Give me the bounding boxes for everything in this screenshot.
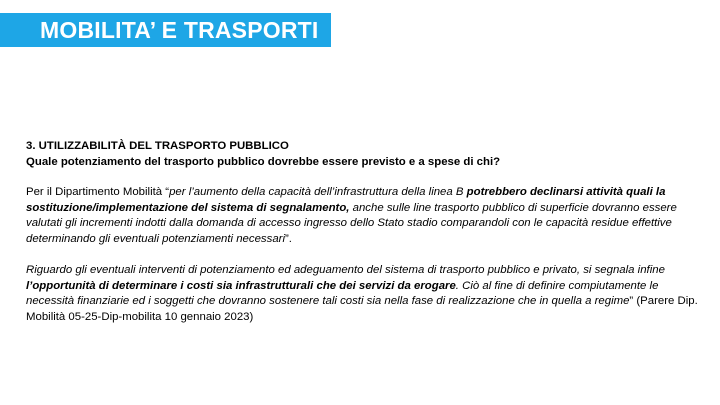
section-question: Quale potenziamento del trasporto pubblico dovrebbe essere previsto e a spese di chi?	[26, 155, 501, 168]
section-heading: 3. UTILIZZABILITÀ DEL TRASPORTO PUBBLICO	[26, 140, 289, 152]
slide-content	[26, 139, 698, 326]
title-banner	[0, 13, 331, 47]
paragraph2-emphasis: l’opportunità di determinare i costi sia infrastrutturali che dei servizi da erogare	[26, 279, 456, 292]
paragraph2-rest: . Ciò al fine di definire compiutamente le necessità finanziarie ed i soggetti che dovranno sostenere tali costi sia nella fase di realizzazione che in quella a regime	[26, 279, 659, 308]
paragraph1-end: ”.	[284, 232, 292, 245]
paragraph2-citation: ” (Parere Dip. Mobilità 05-25-Dip-mobilita 10 gennaio 2023)	[26, 295, 698, 323]
paragraph-mobility-department	[26, 185, 698, 247]
slide-title: MOBILITA’ E TRASPORTI	[40, 17, 319, 43]
paragraph1-quote-start: per l’aumento della capacità dell’infrastruttura della linea B	[169, 186, 467, 199]
paragraph2-intro: Riguardo gli eventuali interventi di potenziamento ed adeguamento del sistema di trasporto pubblico e privato, si segnala infine	[26, 264, 665, 277]
paragraph1-quote-rest: anche sulle line trasporto pubblico di superficie dovranno essere valutati gli incrementi indotti dalla domanda di accesso ingresso dello Stato stadio comparandoli con le capacità residue effettive determinando gli eventuali potenziamenti necessari	[26, 201, 677, 245]
paragraph1-emphasis: potrebbero declinarsi attività quali la sostituzione/implementazione del sistema di segnalamento,	[26, 186, 666, 214]
paragraph1-intro: Per il Dipartimento Mobilità “	[26, 186, 170, 199]
paragraph-costs	[26, 263, 698, 325]
